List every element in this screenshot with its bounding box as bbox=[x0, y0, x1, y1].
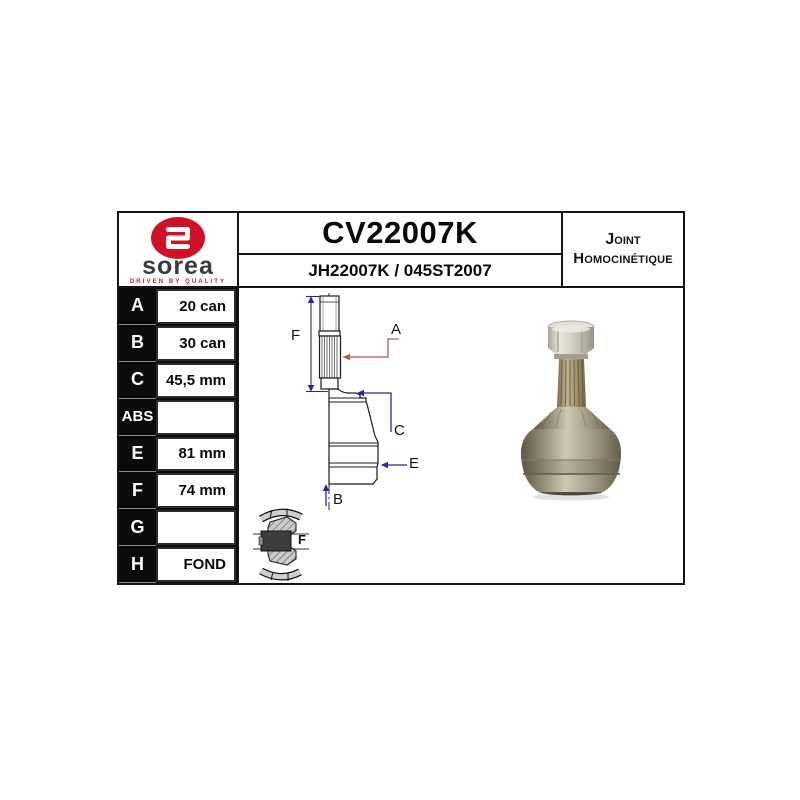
spec-value: 81 mm bbox=[156, 437, 236, 472]
cv-joint-outline-drawing bbox=[319, 293, 378, 510]
label-e: E bbox=[409, 455, 420, 472]
spec-label: F bbox=[119, 472, 156, 509]
brand-logo bbox=[119, 213, 239, 286]
label-f: F bbox=[291, 327, 301, 344]
cross-section-detail bbox=[253, 509, 309, 582]
spec-label: ABS bbox=[119, 399, 156, 436]
brand-name: sorea bbox=[142, 251, 214, 280]
brand-tagline: DRIVEN BY QUALITY bbox=[129, 278, 227, 285]
part-number: CV22007K bbox=[239, 213, 561, 255]
spec-value: 45,5 mm bbox=[156, 363, 236, 398]
spec-panel bbox=[117, 211, 685, 585]
leader-e bbox=[381, 462, 407, 468]
spec-label: E bbox=[119, 436, 156, 473]
label-c: C bbox=[394, 422, 405, 439]
header bbox=[119, 213, 683, 288]
spec-label: A bbox=[119, 288, 156, 325]
spec-table bbox=[119, 288, 239, 583]
spec-value bbox=[156, 510, 236, 545]
leader-b bbox=[323, 484, 329, 506]
spec-value: 30 can bbox=[156, 326, 236, 361]
spec-label: H bbox=[119, 546, 156, 583]
spec-row-g bbox=[119, 509, 237, 546]
header-center bbox=[239, 213, 561, 286]
spec-value bbox=[156, 400, 236, 435]
spec-row-b bbox=[119, 325, 237, 362]
category-line2: Homocinétique bbox=[573, 250, 673, 268]
leader-a bbox=[343, 339, 399, 360]
spec-label: B bbox=[119, 325, 156, 362]
spec-row-c bbox=[119, 362, 237, 399]
product-photo bbox=[521, 321, 621, 501]
category-label bbox=[561, 213, 683, 286]
spec-label: G bbox=[119, 509, 156, 546]
diagram-area bbox=[239, 288, 683, 583]
spec-row-abs bbox=[119, 399, 237, 436]
spec-label: C bbox=[119, 362, 156, 399]
spec-row-e bbox=[119, 436, 237, 473]
spec-row-h bbox=[119, 546, 237, 583]
spec-value: 74 mm bbox=[156, 473, 236, 508]
spec-row-a bbox=[119, 288, 237, 325]
content bbox=[119, 288, 683, 583]
category-line1: Joint bbox=[605, 231, 641, 249]
label-section-f: F bbox=[298, 532, 306, 547]
spec-value: FOND bbox=[156, 547, 236, 582]
reference-number: JH22007K / 045ST2007 bbox=[308, 260, 492, 280]
spec-value: 20 can bbox=[156, 289, 236, 324]
technical-drawing bbox=[239, 288, 683, 583]
spec-row-f bbox=[119, 472, 237, 509]
label-b: B bbox=[333, 491, 344, 508]
label-a: A bbox=[391, 321, 402, 338]
